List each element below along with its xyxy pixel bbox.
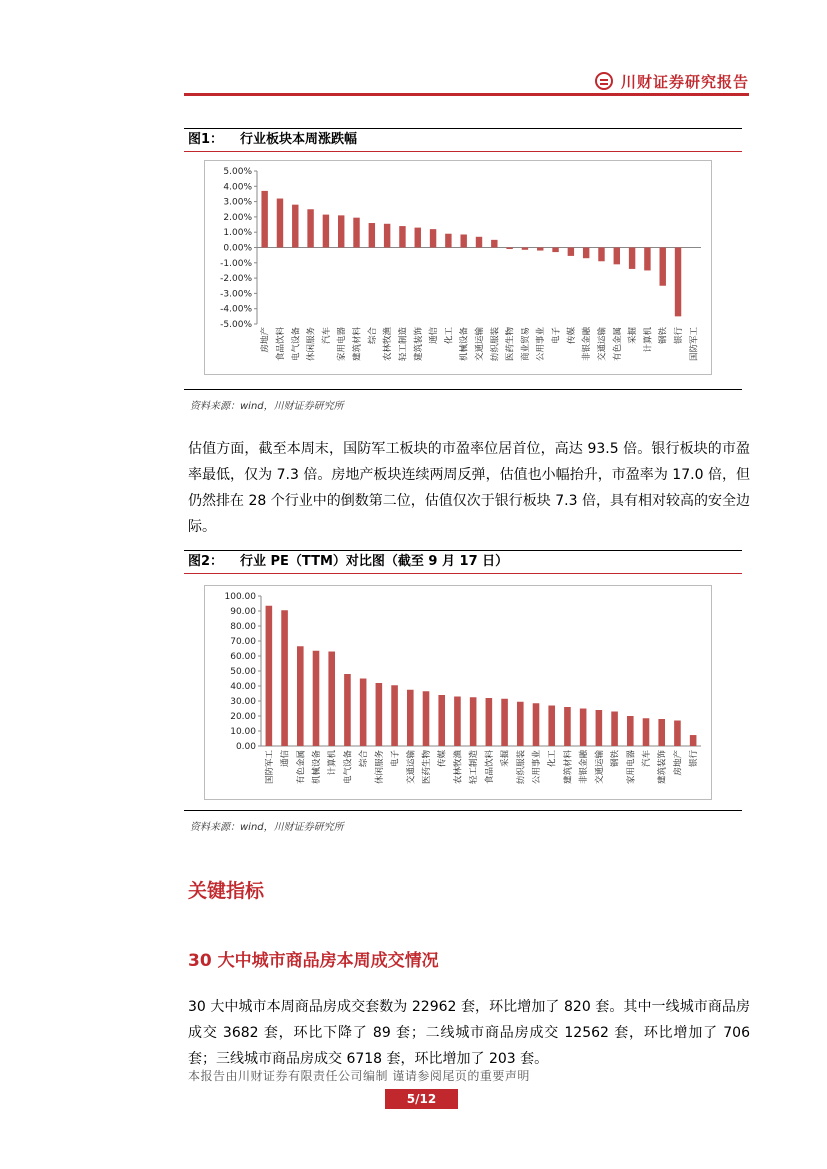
bar [307,209,313,247]
bar [423,691,430,746]
figure2-number: 图2： [188,554,224,569]
category-label: 医药生物 [505,327,516,362]
figure2-title: 行业 PE（TTM）对比图（截至 9 月 17 日） [240,554,509,569]
bar [328,652,335,747]
bar [297,646,304,746]
category-label: 非银金融 [582,327,593,362]
header-brand [595,70,749,92]
category-label: 纺织服装 [490,327,501,362]
figure1-bottom-rule [184,389,742,390]
category-label: 有色金属 [296,750,307,785]
category-label: 房地产 [260,327,271,353]
figure2-bottom-rule [184,810,742,811]
category-label: 建筑装饰 [413,327,424,362]
figure2-chart [205,586,711,799]
figure1-number: 图1： [188,132,224,147]
category-label: 交通运输 [597,327,608,362]
category-label: 食品饮料 [275,327,286,362]
category-label: 传媒 [566,327,577,345]
bar [627,716,634,746]
category-label: 钢铁 [610,750,621,768]
category-label: 休闲服务 [306,327,317,362]
bar [580,709,587,747]
y-tick-label: 60.00 [230,652,256,662]
category-label: 交通运输 [594,750,605,785]
y-tick-label: 100.00 [224,592,256,602]
category-label: 休闲服务 [374,750,385,785]
bar [598,248,604,262]
category-label: 化工 [547,750,558,768]
bar [533,703,540,746]
category-label: 采掘 [628,327,639,345]
category-label: 公用事业 [532,750,542,785]
bar [415,228,421,248]
bar [430,229,436,247]
bar [644,248,650,271]
bar [476,237,482,248]
bar [643,718,650,746]
bar [445,234,451,248]
y-tick-label: 2.00% [223,212,252,223]
category-label: 综合 [367,327,378,345]
category-label: 建筑材料 [563,750,574,785]
category-label: 房地产 [673,750,684,776]
bar [338,215,344,247]
page-number: 5/12 [385,1089,458,1109]
category-label: 食品饮料 [484,750,495,785]
bar [658,719,665,746]
figure1-chart-frame [204,160,712,375]
bar [369,223,375,247]
category-label: 银行 [689,750,700,768]
bar [261,191,267,248]
y-tick-label: 50.00 [230,667,256,677]
category-label: 通信 [280,750,291,768]
figure2-title-bar [184,550,742,574]
category-label: 银行 [674,327,685,345]
bar [506,248,512,250]
y-tick-label: -2.00% [220,274,252,285]
category-label: 家用电器 [337,327,348,362]
figure2-source: 资料来源：wind，川财证券研究所 [190,822,344,833]
figure1-title-bar [184,128,742,152]
bar [690,735,697,746]
category-label: 采掘 [500,750,511,768]
bar [491,240,497,248]
y-tick-label: 70.00 [230,637,256,647]
bar [399,226,405,247]
y-tick-label: 0.00 [235,742,256,752]
category-label: 农林牧渔 [383,327,394,362]
y-tick-label: 0.00% [223,243,252,254]
bar [596,710,603,746]
subsection-heading: 30 大中城市商品房本周成交情况 [188,951,439,971]
company-logo-icon [595,72,613,90]
category-label: 通信 [429,327,440,345]
category-label: 综合 [359,750,370,768]
figure1-chart [205,161,711,374]
category-label: 有色金属 [612,327,623,362]
category-label: 轻工制造 [398,327,409,362]
category-label: 纺织服装 [516,750,527,785]
bar [486,698,493,746]
bar [323,215,329,248]
y-tick-label: 5.00% [223,167,252,177]
y-tick-label: 20.00 [230,712,256,722]
bar [460,234,466,247]
category-label: 交通运输 [475,327,485,362]
category-label: 汽车 [642,750,652,768]
y-tick-label: 4.00% [223,182,252,193]
y-tick-label: 80.00 [230,622,256,632]
bar [675,248,681,317]
bar [281,610,288,746]
category-label: 轻工制造 [469,750,480,785]
bar [266,606,273,746]
header-rule [184,93,749,96]
valuation-paragraph: 估值方面，截至本周末，国防军工板块的市盈率位居首位，高达 93.5 倍。银行板块的市盈率最低，仅为 7.3 倍。房地产板块连续两周反弹，估值也小幅抬升，市盈率为 17.0 倍，但仍然排在 28 个行业中的倒数第二位，估值仅次于银行板块 7.3 倍，具有相对较高的安全边际。 [188,441,750,535]
category-label: 传媒 [437,750,448,768]
y-tick-label: 1.00% [223,228,252,239]
bar [391,685,398,746]
bar [568,248,574,256]
bar [384,224,390,248]
category-label: 汽车 [321,327,332,345]
category-label: 电气设备 [343,750,354,785]
housing-paragraph: 30 大中城市本周商品房成交套数为 22962 套，环比增加了 820 套。其中一线城市商品房成交 3682 套，环比下降了 89 套；二线城市商品房成交 12562 套，环比增加了 706 套；三线城市商品房成交 6718 套，环比增加了 203 套。 [188,999,750,1067]
bar [313,651,320,746]
category-label: 机械设备 [459,327,470,362]
category-label: 电子 [390,750,401,768]
bar [583,248,589,259]
bar [501,699,508,746]
category-label: 钢铁 [658,327,669,345]
bar [629,248,635,269]
bar [470,697,477,746]
y-tick-label: -5.00% [220,320,252,330]
y-tick-label: 10.00 [230,727,256,737]
bar [344,674,351,746]
category-label: 交通运输 [406,750,417,785]
y-tick-label: 30.00 [230,697,256,707]
y-tick-label: -3.00% [220,289,252,300]
bar [564,707,571,746]
y-tick-label: -4.00% [220,304,252,315]
brand-name: 川财证券研究报告 [620,72,749,91]
category-label: 机械设备 [312,750,322,785]
figure1-title: 行业板块本周涨跌幅 [240,132,358,147]
category-label: 农林牧渔 [453,750,464,785]
y-tick-label: 40.00 [230,682,256,692]
footer-disclaimer: 本报告由川财证券有限责任公司编制 谨请参阅尾页的重要声明 [188,1069,530,1083]
bar [660,248,666,286]
bar [438,695,445,746]
category-label: 建筑材料 [352,327,363,362]
y-tick-label: 90.00 [230,607,256,617]
bar [611,712,618,747]
category-label: 建筑装饰 [657,750,668,785]
figure2-chart-frame [204,585,712,800]
category-label: 商业贸易 [520,327,531,362]
category-label: 公用事业 [536,327,547,362]
bar [454,697,461,747]
bar [522,248,528,250]
bar [552,248,558,253]
category-label: 电子 [551,327,562,345]
section-heading: 关键指标 [188,880,265,902]
bar [614,248,620,265]
bar [674,721,681,747]
category-label: 电气设备 [291,327,302,362]
category-label: 国防军工 [264,750,275,785]
bar [353,218,359,248]
bar [292,205,298,248]
category-label: 计算机 [327,750,338,776]
bar [537,248,543,251]
category-label: 计算机 [643,327,654,353]
category-label: 医药生物 [422,750,432,785]
category-label: 家用电器 [626,750,637,785]
bar [360,679,367,747]
category-label: 化工 [444,327,455,345]
figure1-source: 资料来源：wind，川财证券研究所 [190,401,344,412]
category-label: 非银金融 [579,750,590,785]
y-tick-label: 3.00% [223,197,252,208]
bar [517,702,524,746]
bar [548,706,555,747]
bar [277,199,283,248]
bar [376,683,383,746]
category-label: 国防军工 [689,327,700,362]
bar [407,690,414,746]
y-tick-label: -1.00% [220,258,252,269]
